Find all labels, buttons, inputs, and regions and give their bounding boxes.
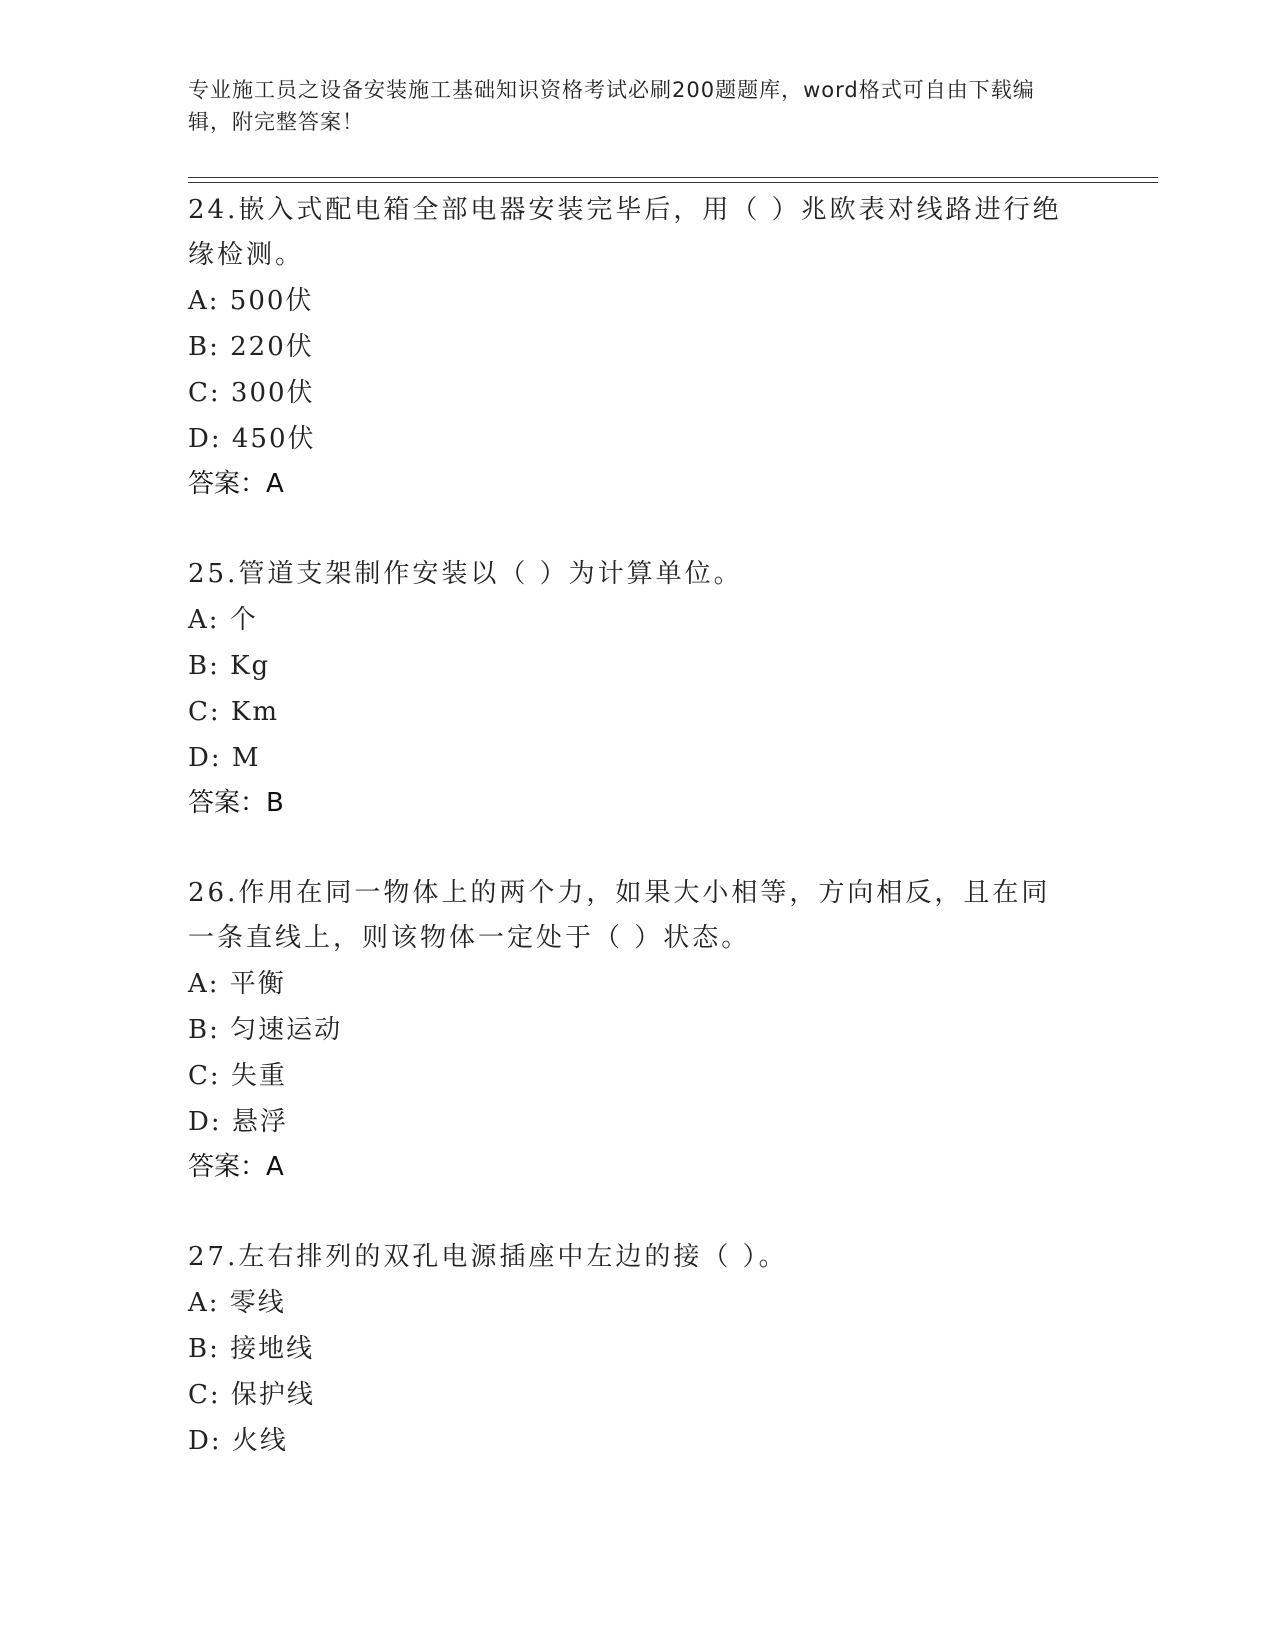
answer-label: 答案：B [188, 788, 284, 818]
question-text: 27.左右排列的双孔电源插座中左边的接（ ）。 [188, 1242, 788, 1272]
answer-label: 答案：A [188, 1152, 284, 1182]
option-c: C: 300伏 [188, 378, 315, 408]
header-divider-bottom [188, 182, 1158, 183]
option-d: D: 450伏 [188, 424, 316, 454]
question-text: 25.管道支架制作安装以（ ）为计算单位。 [188, 559, 743, 589]
question-text: 24.嵌入式配电箱全部电器安装完毕后，用（ ）兆欧表对线路进行绝缘检测。 [188, 195, 1062, 270]
option-d: D: M [188, 743, 261, 773]
option-a: A: 平衡 [188, 969, 286, 999]
question-gap [188, 506, 1088, 552]
option-b: B: 220伏 [188, 332, 314, 362]
question-25 [188, 552, 1088, 825]
question-gap [188, 1189, 1088, 1235]
option-b: B: 匀速运动 [188, 1015, 343, 1045]
option-d: D: 火线 [188, 1426, 288, 1456]
header-divider-top [188, 177, 1158, 178]
question-text: 26.作用在同一物体上的两个力，如果大小相等，方向相反，且在同一条直线上，则该物体一定处于（ ）状态。 [188, 878, 1051, 953]
option-a: A: 零线 [188, 1288, 286, 1318]
question-27 [188, 1235, 1088, 1464]
option-a: A: 个 [188, 605, 258, 635]
option-b: B: 接地线 [188, 1334, 315, 1364]
option-b: B: Kg [188, 651, 271, 681]
option-a: A: 500伏 [188, 286, 314, 316]
question-26 [188, 871, 1088, 1189]
option-d: D: 悬浮 [188, 1107, 288, 1137]
option-c: C: 保护线 [188, 1380, 315, 1410]
document-header: 专业施工员之设备安装施工基础知识资格考试必刷200题题库，word格式可自由下载编辑，附完整答案！ [188, 78, 1035, 134]
question-list [188, 188, 1088, 1464]
option-c: C: 失重 [188, 1061, 287, 1091]
answer-label: 答案：A [188, 469, 284, 499]
option-c: C: Km [188, 697, 279, 727]
question-24 [188, 188, 1088, 506]
question-gap [188, 825, 1088, 871]
